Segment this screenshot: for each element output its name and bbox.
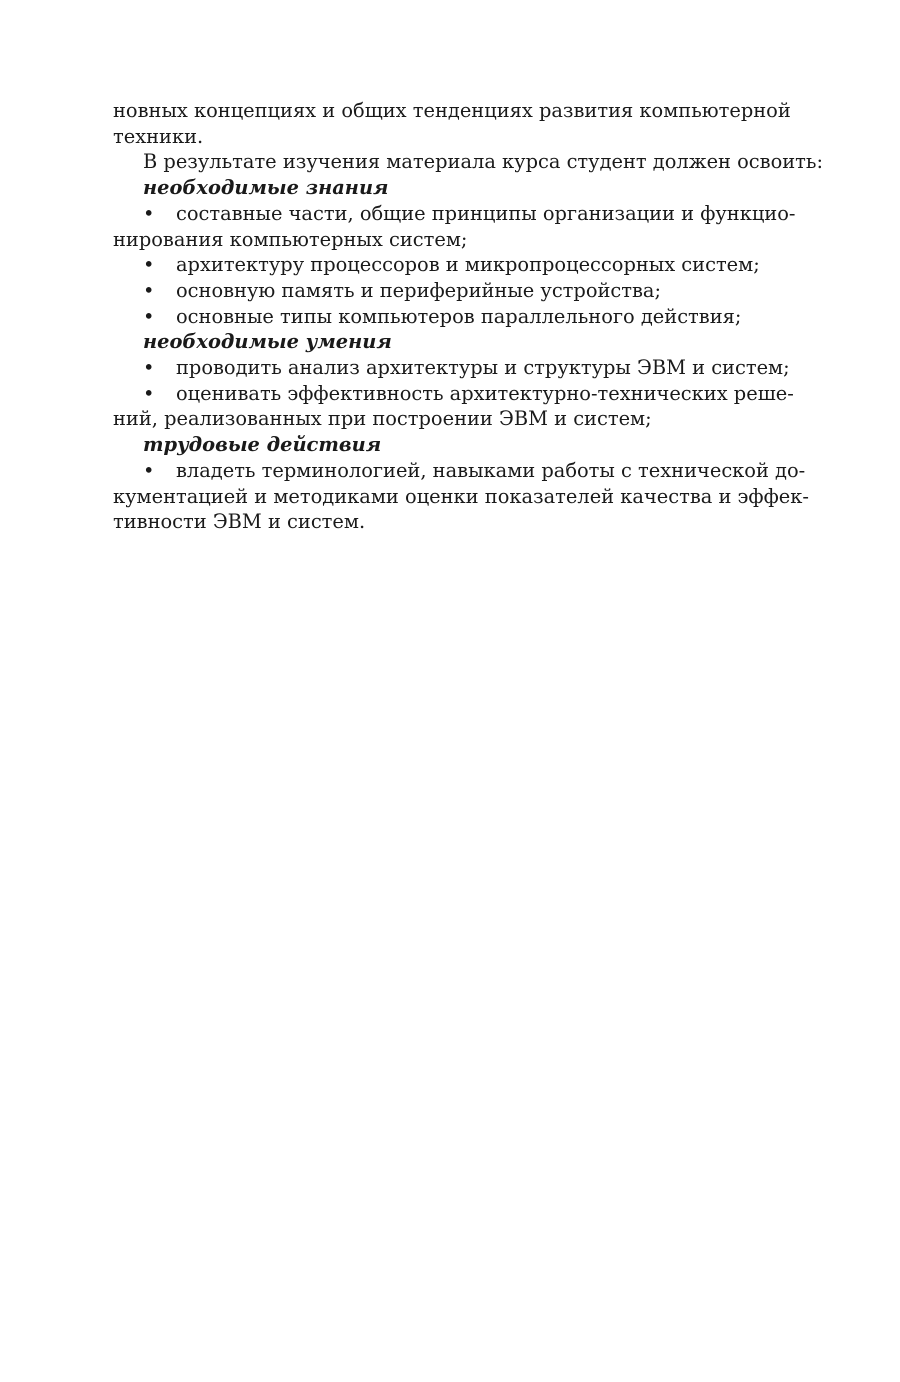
list-item-text: составные части, общие принципы организации и функцио- — [176, 201, 796, 225]
list-item-text-continued: нирования компьютерных систем; — [113, 227, 468, 251]
intro-line-3: В результате изучения материала курса студент должен освоить: — [143, 150, 823, 174]
skills-heading: необходимые умения — [143, 330, 392, 354]
skills-list — [113, 355, 794, 432]
bullet-icon: • — [143, 278, 155, 302]
bullet-icon: • — [143, 356, 155, 380]
list-item-text: оценивать эффективность архитектурно-технических реше- — [176, 381, 794, 405]
list-item — [113, 201, 796, 252]
actions-heading: трудовые действия — [143, 433, 382, 457]
list-item — [113, 304, 787, 330]
list-item-text-continued: ний, реализованных при построении ЭВМ и систем; — [113, 407, 652, 431]
list-item — [113, 381, 794, 432]
list-item-text: владеть терминологией, навыками работы с технической до- — [176, 458, 806, 482]
actions-list — [113, 458, 809, 535]
bullet-icon: • — [143, 304, 155, 328]
intro-line-1: новных концепциях и общих тенденциях развития компьютерной — [113, 99, 791, 122]
list-item — [113, 355, 790, 381]
document-page — [113, 98, 823, 535]
list-item-text: основные типы компьютеров параллельного действия; — [176, 304, 742, 328]
intro-line-2: техники. — [113, 124, 204, 148]
list-item-text-continued: кументацией и методиками оценки показателей качества и эффек- — [113, 484, 809, 508]
list-item — [113, 278, 787, 304]
bullet-icon: • — [143, 201, 155, 225]
bullet-icon: • — [143, 253, 155, 277]
list-item — [113, 252, 787, 278]
list-item-text-continued: тивности ЭВМ и систем. — [113, 510, 366, 534]
list-item-text: основную память и периферийные устройства; — [176, 278, 662, 302]
knowledge-heading: необходимые знания — [143, 176, 389, 200]
list-item — [113, 458, 809, 535]
list-item-text: проводить анализ архитектуры и структуры ЭВМ и систем; — [176, 356, 790, 380]
bullet-icon: • — [143, 381, 155, 405]
knowledge-list — [113, 201, 796, 330]
bullet-icon: • — [143, 458, 155, 482]
list-item-text: архитектуру процессоров и микропроцессорных систем; — [176, 253, 760, 277]
